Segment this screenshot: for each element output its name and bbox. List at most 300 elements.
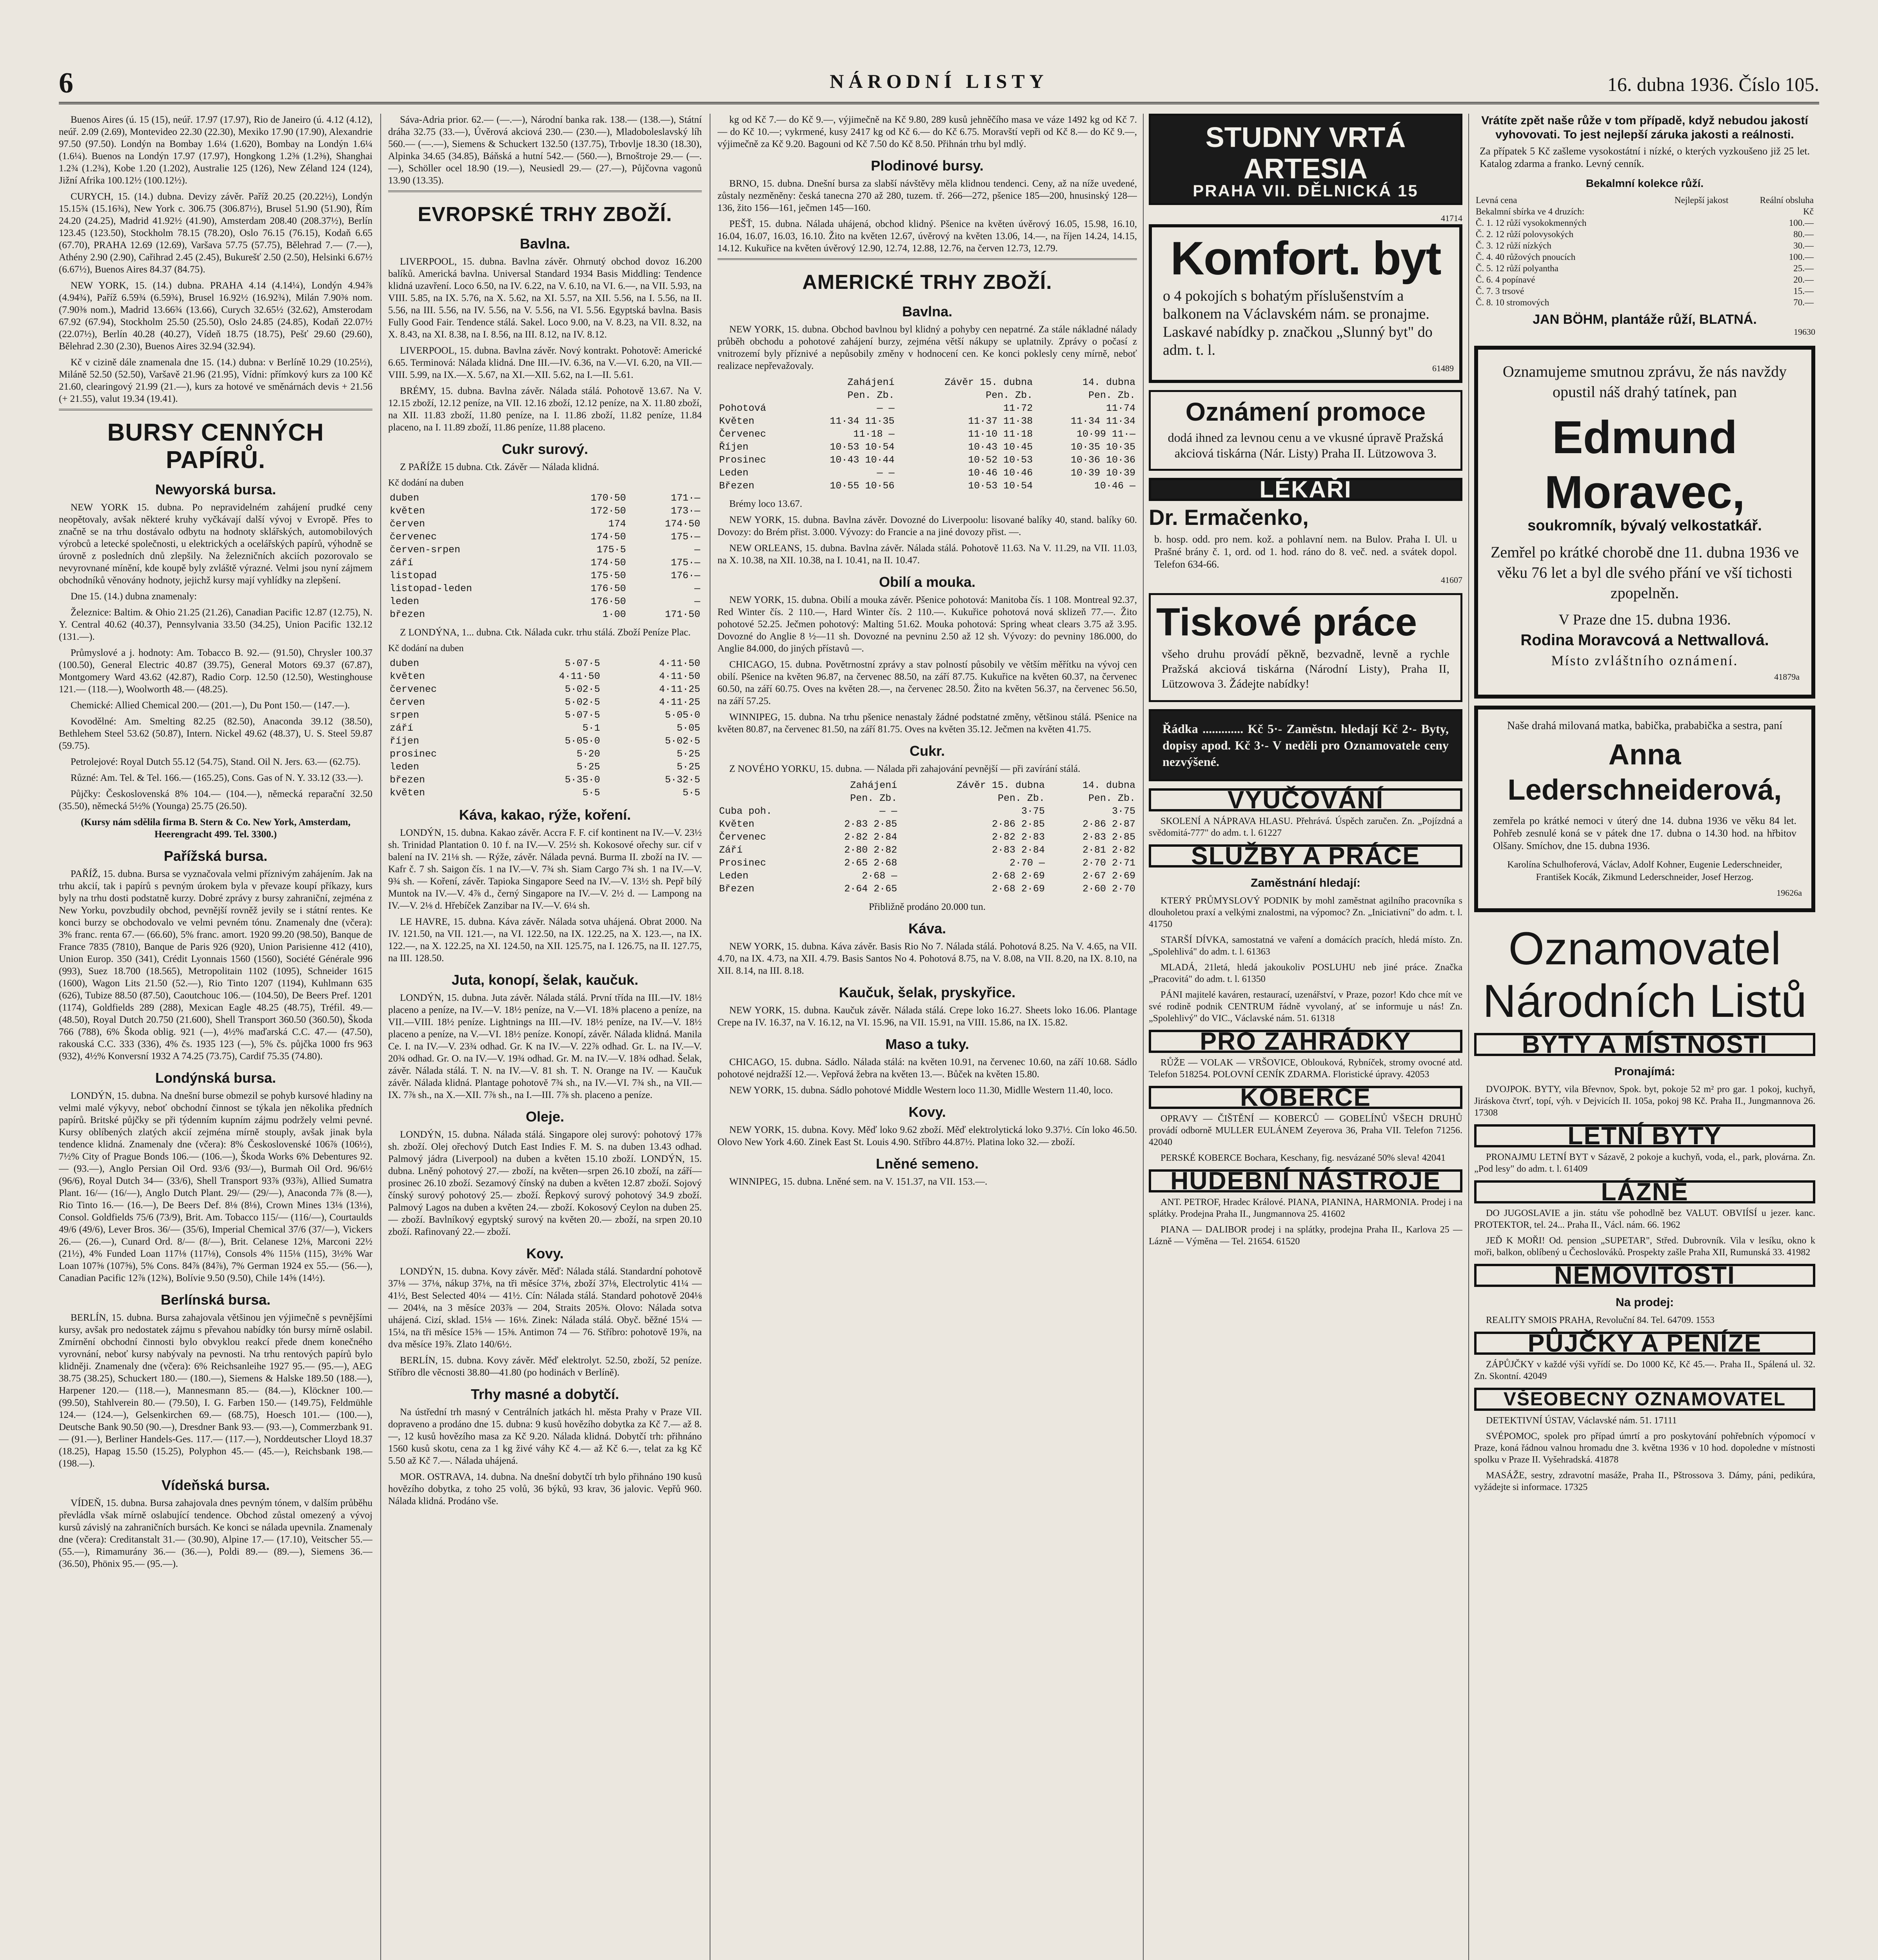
ad-doctor-name: Dr. Ermačenko, bbox=[1149, 505, 1309, 530]
table-row bbox=[388, 530, 702, 543]
table-cell: 10·53 10·54 bbox=[968, 480, 1033, 492]
sub-heading: Bavlna. bbox=[519, 236, 570, 252]
table-cell: 170·50 bbox=[590, 492, 626, 504]
obituary-moravec bbox=[1474, 346, 1815, 699]
category-nemovitosti: NEMOVITOSTI bbox=[1474, 1264, 1815, 1287]
category-pujcky: PŮJČKY A PENÍZE bbox=[1474, 1332, 1815, 1355]
table-cell: Cuba poh. bbox=[719, 806, 772, 817]
table-cell: Pen. Zb. bbox=[850, 793, 897, 804]
table-row bbox=[388, 696, 702, 709]
table-caption: Z NOVÉHO YORKU, 15. dubna. — Nálada při zahajování pevnější — při zavírání stálá. bbox=[729, 764, 1081, 774]
table-cell: 70.— bbox=[1793, 298, 1814, 307]
ad-roses bbox=[1474, 114, 1815, 338]
sub-heading: Káva. bbox=[908, 920, 946, 936]
table-cell: 2·83 2·85 bbox=[844, 818, 897, 830]
table-cell: 2·70 2·71 bbox=[1082, 857, 1135, 869]
ad-roses-footer: JAN BÖHM, plantáže růží, BLATNÁ. bbox=[1533, 312, 1757, 327]
table-row bbox=[717, 402, 1137, 415]
table-cell: 175·— bbox=[670, 531, 700, 543]
table-cell: 5·25 bbox=[676, 748, 700, 760]
ad-doctor-text: b. hosp. odd. pro nem. kož. a pohlavní nem. na Bulov. Praha I. Ul. u Prašné brány č. 1, ord. od 1. hod. ráno do 8. več. ned. a svátek dopol. Telefon 634-66. bbox=[1154, 534, 1457, 570]
category-vseobecny: VŠEOBECNÝ OZNAMOVATEL bbox=[1474, 1388, 1815, 1411]
table-cell: 172·50 bbox=[590, 505, 626, 517]
table-row bbox=[1474, 297, 1815, 308]
table-cell: květen bbox=[390, 505, 425, 517]
article-text: PAŘÍŽ, 15. dubna. Bursa se vyznačovala velmi příznivým zahájením. Jak na trhu akcií, tak i papírů s pevným úrokem byla v převaze koupí příkazy, kurs byly na trhu dosti podstatně kurzy. Dobré zprávy z bursy zahraniční, zejména z New Yorku, povzbudily obchod, pevnější rovněž jevily se i státní rentes. Ke konci burzy se obchodovalo ve velmi pevném tónu. Znamenaly dne (včera): 3% franc. renta 67.— (66.60), 5% franc. amort. 1920 99.20 (98.50), Banque de France 7835 (7810), Banque de Paris 926 (920), Union Parisienne 412 (410), Union Europ. 350 (341), Crédit Lyonnais 1560 (1560), Société Générale 996 (993), Suez 18.700 (18.565), Metropolitain 1102 (1095), Schneider 1615 (1600), Wagon Lits 21.50 (52.—), Rio Tinto 1207 (1194), Kuhlmann 635 (626), Tubize 88.50 (87.50), Caoutchouc 106.— (104.50), De Beers Pref. 1201 (1174), Goldfields 289 (288), Mexican Eagle 48.25 (48.75), Tréfil. 49.— (48.50), Royal Dutch 20.750 (21.600), Shell Transport 360.50 (360.50), Škoda 766 (788), 6% Škoda oblig. 921 (—), 4½% maďarská C.C. 47.— (47.50), rakouská C.C. 333 (336), 4% čs. 1935 123 (—), 5% čs. půjčka 1000 frs 963 (932), 4½% Konversní 1932 A 74.25 (73.75), Cardif 75.35 (74.80). bbox=[59, 869, 372, 1062]
table-row bbox=[388, 543, 702, 556]
table-cell: 10·43 10·45 bbox=[968, 441, 1033, 453]
table-cell: 2·80 2·82 bbox=[844, 844, 897, 856]
table-cell: Bekalmní sbírka ve 4 druzích: bbox=[1476, 207, 1585, 216]
table-cell: Zahájení bbox=[850, 780, 897, 791]
ad-komfort-text: o 4 pokojích s bohatým příslušenstvím a balkonem na Václavském nám. se pronajme. Laskavé nabídky p. značkou „Slunný byt" do adm. t. l. bbox=[1163, 288, 1433, 358]
table-cell: Č. 5. 12 růží polyantha bbox=[1476, 263, 1558, 273]
table-row bbox=[388, 556, 702, 569]
ad-price-list bbox=[1149, 709, 1462, 781]
category-koberce: KOBERCE bbox=[1149, 1086, 1462, 1109]
column-3 bbox=[717, 114, 1137, 1960]
table-cell: Leden bbox=[719, 870, 749, 882]
table-cell: 4·11·50 bbox=[559, 671, 600, 682]
table-cell: Květen bbox=[719, 818, 755, 830]
article-text: LONDÝN, 15. dubna. Kakao závěr. Accra F. F. cif kontinent na IV.—V. 23½ sh. Trinidad Plantation 0. 10 f. na IV.—V. 25½ sh. Kokosové ořechy sur. cif v balení na IV. 21⅛ sh. — Rýže, závěr. Nálada pevná. Burma II. zboží na IV. — Kafr č. 7 sh. Saigon čís. 1 na IV.—V. 7¾ sh. Siam Cargo 7¾ sh. 1 na IV.—V. 9¾ sh. — Koření, závěr. Tapioka Singapore Seed na IV.—V. 13½ sh. Pepř bílý Muntok na IV.—V. 4⅞ d., černý Singapore na IV.—V. 2½ d. — Lampong na IV.—V. 2⅛ d. Hřebíček Zanzibar na IV.—V. 6¼ sh. bbox=[388, 828, 702, 911]
table-cell: 10·52 10·53 bbox=[968, 454, 1033, 466]
classified-ad: ANT. PETROF, Hradec Králové. PIANA, PIANINA, HARMONIA. Prodej i na splátky. Prodejna Praha II., Jungmannova 25. 41602 bbox=[1149, 1197, 1462, 1219]
table-cell: 5·02·5 bbox=[565, 697, 600, 708]
sub-heading: Kovy. bbox=[908, 1104, 946, 1120]
article-text: NEW YORK, 15. dubna. Kaučuk závěr. Nálada stálá. Crepe loko 16.27. Sheets loko 16.06. Plantage Crepe na IV. 16.37, na V. 16.12, na VI. 15.96, na VII. 15.91, na VIII. 15.86, na IX. 15.82. bbox=[717, 1005, 1137, 1028]
table-cell: — bbox=[694, 583, 700, 594]
table-cell: červenec bbox=[390, 684, 437, 695]
article-text: NEW YORK, 15. (14.) dubna. PRAHA 4.14 (4.14¼), Londýn 4.94⅞ (4.94¾), Paříž 6.59¾ (6.59¾), Brusel 16.92½ (16.92¾), Milán 7.90⅜ nom. (7.90⅜ nom.), Madrid 13.66¾ (13.66), Curych 32.65½ (32.62), Amsterodam 67.92 (67.94), Stockholm 25.50 (25.50), Oslo 24.85 (24.85), Kodaň 22.07½ (22.07½), Berlín 40.28 (40.27), Vídeň 18.75 (18.75), Pešť 29.60 (29.60), Bělehrad 2.30 (2.30), Buenos Aires 32.94 (32.94). bbox=[59, 280, 372, 352]
classified-ad: MASÁŽE, sestry, zdravotní masáže, Praha II., Pštrossova 3. Dámy, páni, pedikúra, vyžádejte si informace. 17325 bbox=[1474, 1470, 1815, 1492]
table-cell: 5·35·0 bbox=[565, 774, 600, 786]
ad-number: 19630 bbox=[1794, 327, 1815, 337]
table-cell: 25.— bbox=[1793, 263, 1814, 273]
table-cell: říjen bbox=[390, 735, 420, 747]
table-cell: Levná cena bbox=[1476, 195, 1517, 205]
article-text: Chemické: Allied Chemical 200.— (201.—), Du Pont 150.— (147.—). bbox=[71, 700, 350, 711]
section-heading: AMERICKÉ TRHY ZBOŽÍ. bbox=[802, 271, 1052, 294]
table-cell: 2·83 2·84 bbox=[992, 844, 1045, 856]
sub-heading: Trhy masné a dobytčí. bbox=[470, 1386, 619, 1402]
article-text: Sáva-Adria prior. 62.— (—.—), Národní banka rak. 138.— (138.—), Státní dráha 32.75 (33.—), Úvěrová akciová 230.— (230.—), Mladoboleslavský líh 560.— (—.—), Siemens & Schuckert 132.50 (137.75), Trbovlje 18.30 (18.30), Alpinka 34.65 (34.85), Báňská a hutní 542.— (560.—), Brnoštroje 29.— (—.—), Schöller ocel 18.90 (19.—), Neusiedl 29.— (27.—), Půjčovna vagonů 13.90 (13.35). bbox=[388, 114, 702, 186]
article-text: BRNO, 15. dubna. Dnešní bursa za slabší návštěvy měla klidnou tendenci. Ceny, až na níže uvedené, zůstaly nezměněny: česká tanecna 270 až 280, tuzem. tř. 266—272, pšenice 185—200, hnusinský 128—136, žito 156—161, ječmen 145—160. bbox=[717, 178, 1137, 213]
sugar-ny-table bbox=[717, 779, 1137, 895]
table-row bbox=[388, 492, 702, 505]
category-zahrady: PRO ZAHRÁDKY bbox=[1149, 1030, 1462, 1053]
table-row bbox=[388, 722, 702, 735]
table-row bbox=[1474, 240, 1815, 251]
table-cell: 5·5 bbox=[582, 787, 600, 799]
column-divider bbox=[380, 114, 381, 1960]
table-cell: 173·— bbox=[670, 505, 700, 517]
table-cell: 11·18 — bbox=[853, 428, 895, 440]
table-cell: 2·60 2·70 bbox=[1082, 883, 1135, 895]
table-cell: 15.— bbox=[1793, 286, 1814, 296]
obituary-name: Edmund Moravec, bbox=[1544, 412, 1745, 518]
table-cell: březen bbox=[390, 609, 425, 620]
cotton-ny-table bbox=[717, 376, 1137, 492]
article-text: WINNIPEG, 15. dubna. Lněné sem. na V. 151.37, na VII. 153.—. bbox=[729, 1176, 988, 1187]
table-cell: — bbox=[694, 544, 700, 555]
page-header bbox=[59, 59, 1819, 104]
table-cell: 2·67 2·69 bbox=[1082, 870, 1135, 882]
masthead-title: NÁRODNÍ LISTY bbox=[830, 70, 1048, 92]
sub-heading: Plodinové bursy. bbox=[871, 158, 984, 174]
classified-ad: DVOJPOK. BYTY, vila Břevnov, Spok. byt, pokoje 52 m² pro gar. 1 pokoj, kuchyň, Jiráskova čtvrť, topí, výh. v Dejvicích II. 105a, pokoj 98 Kč. Praha II., Jungmannova 26. 17308 bbox=[1474, 1084, 1815, 1118]
ad-tiskove-text: všeho druhu provádí pěkně, bezvadně, levně a rychle Pražská akciová tiskárna (Národní Listy), Praha II, Lützowova 3. Žádejte nabídky! bbox=[1162, 648, 1449, 690]
sub-heading: Lněné semeno. bbox=[875, 1156, 979, 1172]
roses-price-table bbox=[1474, 194, 1815, 308]
table-cell: září bbox=[390, 557, 414, 568]
classified-ad: ZÁPŮJČKY v každé výši vyřídí se. Do 1000 Kč, Kč 45.—. Praha II., Spálená ul. 32. Zn. Skontní. 42049 bbox=[1474, 1359, 1815, 1381]
table-cell: 14. dubna bbox=[1082, 780, 1135, 791]
article-text: NEW ORLEANS, 15. dubna. Bavlna závěr. Nálada stálá. Pohotově 11.63. Na V. 11.29, na VII. 11.03, na X. 10.38, na XII. 10.38, na I. 10.41, na II. 10.47. bbox=[717, 543, 1137, 566]
obituary-family: Karolína Schulhoferová, Václav, Adolf Kohner, Eugenie Lederschneider, František Kocák, Zikmund Lederschneider, Josef Herzog. bbox=[1507, 860, 1782, 882]
article-text: MOR. OSTRAVA, 14. dubna. Na dnešní dobytčí trh bylo přihnáno 190 kusů hovězího dobytka, z toho 25 volů, 36 býků, 93 krav, 36 jalovic. Vepřů 960. Nálada klidná. Prodáno vše. bbox=[388, 1472, 702, 1506]
table-row bbox=[1474, 194, 1815, 206]
table-cell: 10·46 10·46 bbox=[968, 467, 1033, 479]
table-header-row bbox=[717, 792, 1137, 805]
article-text: Půjčky: Československá 8% 104.— (104.—), německá reparační 32.50 (35.50), německá 5½% (Younga) 25.75 (26.50). bbox=[59, 789, 372, 811]
table-cell: Červenec bbox=[719, 428, 766, 440]
article-text: VÍDEŇ, 15. dubna. Bursa zahajovala dnes pevným tónem, v dalším průběhu převládla však mírně oslabující tendence. Obchod zůstal omezený a vývoj kursů závislý na zahraničních bursách. Ke konci se nálada upevnila. Znamenaly dne (včera): Creditanstalt 31.— (30.90), Alpine 17.— (17.10), Veitscher 55.— (55.—), Rimamurány 36.— (36.—), Poldi 89.— (89.—), Siemens 36.— (36.50), Phönix 95.— (95.—). bbox=[59, 1498, 372, 1569]
article-text: LONDÝN, 15. dubna. Na dnešní burse obmezil se pohyb kursové hladiny na velmi malé výkyvy, neboť obchodní činnost se týkala jen několika předních papírů. Britské půjčky se při týdenním kupním zájmu podržely velmi pevné. Kursy oblíbených zlatých akcií zejména mírně stouply, avšak jinak byla tendence klidná. Znamenaly dne (včera): 8% Československé 106⅞ (106½), 7½% City of Prague Bonds 106.— (106.—), Škoda Works 6% Debentures 92.— (93.—), Anglo Persian Oil Ord. 93/6 (93/—), Burmah Oil Ord. 96/6½ (96/6), Royal Dutch 34— (33/6), Shell Transport 93⅞ (93⅞), Allied Sumatra Plant. 16/— (16/—), Anglo Dutch Plant. 29/— (29/—), Anaconda 7⅞ (8.—), Rio Tinto 16.— (16.—), De Beers Def. 8⅛ (8⅛), Crown Mines 13⅛ (13⅛), Consol. Goldfields 75/6 (73/9), Brit. Am. Tobacco 115/— (116/—), Courtaulds 49/6 (49/6), Lever Bros. 36/— (35/6), Imperial Chemical 37/6 (37/—), Vickers 26.— (26.—), Cunard Ord. 8/— (8/—), Brit. Celanese 12⅛, Marconi 22½ (21½), 4% Funded Loan 117⅛ (117⅛), Consols 4% 115⅛ (115), 3½% War Loan 107⅝ (107⅝), 5% Cons. 84⅞ (84⅞), 7% German 1924 ex 55.— (56.—), Canadian Pacific 12⅞ (12¾), Bolívie 9.50 (9.50), Chile 14⅝ (14½). bbox=[59, 1091, 372, 1283]
table-cell: 2·81 2·82 bbox=[1082, 844, 1135, 856]
table-cell: 100.— bbox=[1789, 218, 1814, 228]
table-cell bbox=[717, 779, 808, 792]
table-cell: 5·25 bbox=[576, 761, 600, 773]
table-row bbox=[717, 869, 1137, 882]
article-text: CURYCH, 15. (14.) dubna. Devizy závěr. Paříž 20.25 (20.22½), Londýn 15.15¾ (15.16¾), New York c. 306.75 (306.87½), Brusel 51.90 (51.90), Řím 24.20 (24.25), Madrid 41.92½ (41.90), Amsterdam 208.40 (208.37½), Berlín 123.45 (123.50), Stockholm 78.15 (78.20), Oslo 76.15 (76.15), Kodaň 6.65 (67.70), PRAHA 12.69 (12.69), Varšava 57.75 (57.75), Bělehrad 7.— (7.—), Athény 2.90 (2.90), Cařihrad 2.45 (2.45), Bukurešť 2.50 (2.50), Helsinki 6.67½ (6.67½), Buenos Aires 84.37 (84.75). bbox=[59, 191, 372, 275]
sub-heading: Cukr. bbox=[909, 743, 945, 759]
table-cell: leden bbox=[390, 596, 420, 607]
classified-ad: OPRAVY — ČIŠTĚNÍ — KOBERCŮ — GOBELÍNŮ VŠECH DRUHŮ provádí odborně MULLER EULÁNEM Zeyerova 36, Praha VII. Telefon 71256. 42040 bbox=[1149, 1114, 1462, 1147]
table-cell: 4·11·50 bbox=[659, 671, 700, 682]
table-cell: 5·1 bbox=[582, 722, 600, 734]
table-cell: 10·39 10·39 bbox=[1070, 467, 1135, 479]
table-cell: 2·83 2·85 bbox=[1082, 831, 1135, 843]
table-row bbox=[388, 517, 702, 530]
table-row bbox=[388, 760, 702, 773]
sub-heading: Cukr surový. bbox=[501, 441, 588, 457]
table-row bbox=[388, 748, 702, 760]
table-cell bbox=[1645, 285, 1730, 297]
article-text: WINNIPEG, 15. dubna. Na trhu pšenice nenastaly žádné podstatné změny, většinou stálá. Pšenice na květen 80.87, na červenec 81.50, na září 81.75. Oves na květen 35.12. Ječmen na květen 41.75. bbox=[717, 712, 1137, 735]
table-row bbox=[717, 818, 1137, 831]
table-row bbox=[1474, 251, 1815, 263]
category-lekari: LÉKAŘI bbox=[1149, 478, 1462, 501]
classified-ad: PÁNI majitelé kaváren, restaurací, uzenářství, v Praze, pozor! Kdo chce mít ve své rodině podnik CENTRUM řádně vyvolaný, ať se informuje u nás! Zn. „Spolehlivý" do VIC., Václavské nám. 51. 61318 bbox=[1149, 990, 1462, 1024]
article-text: NEW YORK 15. dubna. Po nepravidelném zahájení prudké ceny neopětovaly, avšak některé kruhy vyčkávají další vývoj v Evropě. Přes to značně se na trhu dostávalo odbytu na hodnoty sklářských, automobilových výrobců a letecké společnosti, u elektrických a ocelářských papírů, výhodně se úrovně z posledních dnů zlepšily. Na železničních akciích pozorovalo se nevyrovnané mínění, kde koupě byly zvláště výrazné. Velmi jsou nyní zájmem obchodníků věnovány hodnoty, jejichž kursy mají vyhlídky na zlepšení. bbox=[59, 502, 372, 586]
column-divider bbox=[1468, 114, 1469, 1960]
table-cell: 4·11·25 bbox=[659, 697, 700, 708]
table-cell: 30.— bbox=[1793, 241, 1814, 250]
table-cell: Březen bbox=[719, 480, 755, 492]
sub-heading: Zaměstnání hledají: bbox=[1250, 877, 1361, 889]
source-note: (Kursy nám sdělila firma B. Stern & Co. New York, Amsterdam, Heerengracht 499. Tel. 3300.) bbox=[81, 817, 351, 840]
table-cell: Prosinec bbox=[719, 857, 766, 869]
sub-heading: Kaučuk, šelak, pryskyřice. bbox=[839, 984, 1016, 1000]
table-cell: 2·82 2·84 bbox=[844, 831, 897, 843]
table-cell: 5·02·5 bbox=[665, 735, 700, 747]
sugar-london-table bbox=[388, 657, 702, 799]
category-letni-byty: LETNÍ BYTY bbox=[1474, 1124, 1815, 1147]
ad-doctor bbox=[1149, 505, 1462, 586]
article-text: NEW YORK, 15. dubna. Káva závěr. Basis Rio No 7. Nálada stálá. Pohotová 8.25. Na V. 4.65, na VII. 4.70, na IX. 4.73, na XII. 4.79. Basis Santos No 4. Pohotová 8.75, na V. 8.08, na VII. 8.20, na IX. 8.10, na XII. 8.14, na III. 8.18. bbox=[717, 941, 1137, 976]
table-cell: 5·07·5 bbox=[565, 658, 600, 669]
table-caption: Z PAŘÍŽE 15 dubna. Ctk. Závěr — Nálada klidná. bbox=[400, 462, 599, 472]
table-cell: 5·05·0 bbox=[565, 735, 600, 747]
article-text: LONDÝN, 15. dubna. Nálada stálá. Singapore olej surový: pohotový 17⅞ sh. zboží. Olej ořechový Dutch East Indies F. M. S. na duben 13.43 odhad. Palmový jádra (Liverpool) na duben a květen 15.10 zboží. LONDÝN, 15. dubna. Lněný pohotový 27.— zboží, na květen—srpen 26.10 zboží, na září—prosinec 26.10 zboží. Sezamový čínský na duben a květen 12.87 zboží. Sojový čínský surový pohotový 25.— zboží. Řepkový surový pohotový 34.9 zboží. Palmový Lagos na duben a květen 24.— zboží. Kokosový Ceylon na duben 25.— zboží. Bavlníkový egyptský surový na květen 20.— zboží, na srpen 20.10 zboží. Rafinovaný 22.— zboží. bbox=[388, 1129, 702, 1237]
sub-heading: Maso a tuky. bbox=[885, 1036, 969, 1052]
category-lazne: LÁZNĚ bbox=[1474, 1180, 1815, 1203]
table-cell: 10·99 11·— bbox=[1076, 428, 1135, 440]
table-row bbox=[388, 595, 702, 608]
table-row bbox=[388, 735, 702, 748]
sub-heading: Berlínská bursa. bbox=[160, 1292, 271, 1308]
table-cell: prosinec bbox=[390, 748, 437, 760]
table-cell: Zahájení bbox=[847, 377, 895, 388]
article-text: NEW YORK, 15. dubna. Bavlna závěr. Dovozné do Liverpoolu: lisované balíky 40, stand. balíky 60. Dovozy: do Brém přist. 3.000. Vývozy: do Francie a na jiné dovozy přist. —. bbox=[717, 515, 1137, 537]
article-text: CHICAGO, 15. dubna. Sádlo. Nálada stálá: na květen 10.91, na červenec 10.60, na září 10.68. Sádlo pohotové nejdražší 12.—. Vepřová žebra na květen 13.—. Bůček na květen 15.80. bbox=[717, 1057, 1137, 1080]
column-divider bbox=[1143, 114, 1144, 1960]
table-cell: 2·64 2·65 bbox=[844, 883, 897, 895]
table-cell: Reální obsluha bbox=[1760, 195, 1814, 205]
table-row bbox=[717, 479, 1137, 492]
classified-ad: PIANA — DALIBOR prodej i na splátky, prodejna Praha II., Karlova 25 — Lázně — Výměna — Tel. 21654. 61520 bbox=[1149, 1225, 1462, 1247]
table-cell bbox=[1645, 274, 1730, 285]
table-cell: 10·36 10·36 bbox=[1070, 454, 1135, 466]
table-cell: 2·68 2·69 bbox=[992, 883, 1045, 895]
table-cell: Č. 7. 3 trsové bbox=[1476, 286, 1524, 296]
table-row bbox=[388, 505, 702, 517]
article-text: Kovodělné: Am. Smelting 82.25 (82.50), Anaconda 39.12 (38.50), Bethlehem Steel 53.62 (50.87), Intern. Nickel 49.62 (48.37), U. S. Steel 59.87 (59.75). bbox=[59, 716, 372, 751]
table-cell: Pen. Zb. bbox=[847, 390, 895, 401]
classified-ad: DO JUGOSLAVIE a jin. státu vše pohodlně bez VALUT. OBVIÍSÍ u jezer. kanc. PROTEKTOR, tel. 24... Praha II., Václ. nám. 66. 1962 bbox=[1474, 1208, 1815, 1230]
table-cell bbox=[1645, 217, 1730, 229]
page-number: 6 bbox=[59, 67, 73, 99]
article-text: Brémy loco 13.67. bbox=[729, 499, 803, 509]
table-cell bbox=[717, 389, 794, 402]
article-text: kg od Kč 7.— do Kč 9.—, výjimečně na Kč 9.80, 289 kusů jehněčího masa ve váze 1492 kg od Kč 7.— do Kč 10.—; vykrmené, kusy 2417 kg od Kč 6.— do Kč 6.75. Moravští vepři od Kč 8.— do Kč 9.—, výjimečně za Kč 9.20. Bagouni od Kč 7.50 do Kč 8.50. Přihnán trhu byl mdlý. bbox=[717, 114, 1137, 149]
table-cell: Prosinec bbox=[719, 454, 766, 466]
article-text: NEW YORK, 15. dubna. Kovy. Měď loko 9.62 zboží. Měď elektrolytická loko 9.37½. Cín loko 46.50. Olovo New York 4.60. Zinek East St. Louis 4.90. Stříbro 44.87½. Platina loko 32.— zboží. bbox=[717, 1125, 1137, 1147]
banner-line-1: Oznamovatel bbox=[1508, 923, 1781, 975]
table-cell: 11·37 11·38 bbox=[968, 416, 1033, 427]
table-cell: 176·— bbox=[670, 570, 700, 581]
table-row bbox=[717, 882, 1137, 895]
ad-komfort bbox=[1149, 224, 1462, 383]
table-cell: Č. 6. 4 popínavé bbox=[1476, 275, 1535, 285]
table-cell: Č. 8. 10 stromových bbox=[1476, 298, 1549, 307]
article-text: LE HAVRE, 15. dubna. Káva závěr. Nálada sotva uhájená. Obrat 2000. Na IV. 121.50, na VII. 121.—, na VI. 122.50, na IX. 122.25, na X. 123.—, na IX. 122.—, na X. 122.25, na XI. 124.50, na XII. 125.75, na I. 126.75, na II. 127.75, na III. 128.50. bbox=[388, 916, 702, 964]
table-cell: Pen. Zb. bbox=[997, 793, 1045, 804]
table-cell: 175·— bbox=[670, 557, 700, 568]
article-text: NEW YORK, 15. dubna. Obilí a mouka závěr. Pšenice pohotová: Manitoba čís. 1 108. Montreal 92.37, Red Winter čís. 2 110.—, Hard Winter čís. 2 110.—. Kukuřice pohotová nová sklizeň 77.—. Žito pohotové 52.25. Ječmen pohotový: Malting 51.62. Mouka pohotová: Spring wheat clears 3.75 až 3.95. Dovozné do Anglie 8 ½—11 sh. Dovozné na pevninu 2.50 až 12 sh. Vývozy: do pevniny 186.000, do Anglie 84.000, do jiných přístavů —. bbox=[717, 595, 1137, 654]
table-row bbox=[717, 844, 1137, 857]
table-cell: Říjen bbox=[719, 441, 749, 453]
table-cell: 10·53 10·54 bbox=[830, 441, 895, 453]
ad-oznameni-title: Oznámení promoce bbox=[1185, 397, 1426, 426]
table-cell: 10·35 10·35 bbox=[1070, 441, 1135, 453]
table-cell: duben bbox=[390, 658, 420, 669]
table-cell: červenec bbox=[390, 531, 437, 543]
table-cell: 2·86 2·85 bbox=[992, 818, 1045, 830]
table-row bbox=[1474, 285, 1815, 297]
classified-ad: DETEKTIVNÍ ÚSTAV, Václavské nám. 51. 17111 bbox=[1486, 1416, 1677, 1426]
ad-number: 41879a bbox=[1774, 672, 1800, 682]
category-hudebni: HUDEBNÍ NÁSTROJE bbox=[1149, 1169, 1462, 1192]
table-cell: březen bbox=[390, 774, 425, 786]
table-cell: listopad bbox=[390, 570, 437, 581]
table-cell: Č. 1. 12 růží vysokokmenných bbox=[1476, 218, 1587, 228]
table-cell: 4·11·25 bbox=[659, 684, 700, 695]
table-cell: 11·34 11·34 bbox=[1070, 416, 1135, 427]
article-text: PEŠŤ, 15. dubna. Nálada uhájená, obchod klidný. Pšenice na květen úvěrový 16.05, 15.98, 16.10, 16.04, 16.07, 16.03, 16.10. Žito na květen 12.67, úvěrový na květen 13.06, 14.—, na říjen 14.24, 14.15, 14.12. Kukuřice na květen úvěrový 12.90, 12.74, 12.88, 12.76, na červen 12.73, 12.79. bbox=[717, 219, 1137, 254]
table-cell: Květen bbox=[719, 416, 755, 427]
table-cell: 174 bbox=[608, 518, 626, 530]
ad-oznameni-promoce bbox=[1149, 390, 1462, 471]
table-row bbox=[388, 569, 702, 582]
section-heading: EVROPSKÉ TRHY ZBOŽÍ. bbox=[418, 203, 672, 226]
article-text: Železnice: Baltim. & Ohio 21.25 (21.26), Canadian Pacific 12.87 (12.75), N. Y. Central 40.62 (40.37), Pennsylvania 33.50 (34.25), Union Pacific 132.12 (131.—). bbox=[59, 607, 372, 642]
table-row bbox=[717, 454, 1137, 466]
obituary-intro: Oznamujeme smutnou zprávu, že nás navždy opustil náš drahý tatínek, pan bbox=[1502, 363, 1787, 401]
article-text: LIVERPOOL, 15. dubna. Bavlna závěr. Ohrnutý obchod dovoz 16.200 balíků. Americká bavlna. Universal Standard 1934 Basis Middling: Tendence klidná uzavření. Loco 6.50, na IV. 6.22, na V. 6.10, na VI. 6.—, na VII. 5.93, na VIII. 5.85, na IX. 5.76, na X. 5.62, na XI. 5.57, na XII. 5.56, na I. 5.56, na II. 5.56, na III. 5.56, na IV. 5.56, na V. 5.56, na VI. 5.56. Egyptská bavlna. Basis Fully Good Fair. Tendence stálá. Sakel. Loco 9.00, na V. 8.23, na VII. 8.32, na X. 8.43, na XI. 8.38, na I. 8.56, na III. 8.12, na IV. 8.12. bbox=[388, 256, 702, 340]
article-text: BERLÍN, 15. dubna. Bursa zahajovala většinou jen výjimečně s pevnějšími kursy, avšak pro nedostatek zájmu s převahou nabídky tón bursy mírně oslabil. Zmírnění obchodní činnosti bylo obvyklou reakcí přede dnem konečného vyrovnání, neboť kursy nabývaly na pevnosti. Na trhu rentových papírů bylo klidněji. Znamenaly dne (včera): 6% Reichsanleihe 1927 95.— (95.—), AEG 38.75 (38.25), Schuckert 180.— (180.—), Siemens & Halske 189.50 (188.—), Harpener 120.— (118.—), Mannesmann 85.— (84.—), Klöckner 100.— (99.50), Stahlverein 80.— (79.50), I. G. Farben 150.— (149.75), Feldmühle 124.— (124.—), Gelsenkirchen 69.— (68.75), Hoesch 101.— (100.—), Deutsche Bank 90.50 (90.—), Dresdner Bank 93.— (93.—), Commerzbank 91.— (91.—), Berliner Handels-Ges. 117.— (117.—), Norddeutscher Lloyd 18.37 (18.25), Hapag 15.50 (15.25), Polyphon 45.— (45.—), Reichsbank 198.— (198.—). bbox=[59, 1312, 372, 1469]
table-cell: 174·50 bbox=[665, 518, 700, 530]
table-cell: červen bbox=[390, 518, 425, 530]
ad-roses-text: Za přípatek 5 Kč zašleme vysokostátní i nízké, o kterých vyzkoušeno již 25 let. Katalog zdarma a franko. Levný cenník. bbox=[1480, 145, 1810, 169]
obituary-place: V Praze dne 15. dubna 1936. bbox=[1558, 612, 1731, 628]
ad-komfort-title: Komfort. byt bbox=[1170, 232, 1441, 285]
table-row bbox=[717, 441, 1137, 454]
table-cell: 10·46 — bbox=[1094, 480, 1135, 492]
sub-heading: Newyorská bursa. bbox=[155, 481, 276, 497]
table-cell bbox=[1645, 206, 1730, 217]
sub-heading: Juta, konopí, šelak, kaučuk. bbox=[451, 972, 639, 988]
table-row bbox=[717, 466, 1137, 479]
table-row bbox=[388, 657, 702, 670]
table-subcaption: Kč dodání na duben bbox=[388, 478, 464, 488]
table-row bbox=[388, 608, 702, 621]
ad-oznameni-text: dodá ihned za levnou cenu a ve vkusné úpravě Pražská akciová tiskárna (Nár. Listy) Praha II. Lützowova 3. bbox=[1168, 430, 1444, 460]
table-caption: Z LONDÝNA, 1... dubna. Ctk. Nálada cukr. trhu stálá. Zboží Peníze Plac. bbox=[400, 627, 691, 638]
classified-ad: REALITY SMOIS PRAHA, Revoluční 84. Tel. 64709. 1553 bbox=[1486, 1315, 1715, 1325]
divider bbox=[59, 409, 372, 410]
table-row bbox=[717, 428, 1137, 441]
table-row bbox=[717, 415, 1137, 428]
table-cell: — — bbox=[877, 403, 895, 414]
table-cell: — bbox=[694, 596, 700, 607]
table-row bbox=[388, 786, 702, 799]
table-cell: 171·50 bbox=[665, 609, 700, 620]
classified-ad: MLADÁ, 21letá, hledá jakoukoliv POSLUHU neb jiné práce. Značka „Pracovitá" do adm. t. l. 61350 bbox=[1149, 962, 1462, 984]
table-cell: 10·55 10·56 bbox=[830, 480, 895, 492]
table-row bbox=[388, 773, 702, 786]
sub-heading: Obilí a mouka. bbox=[879, 574, 976, 590]
article-text: BERLÍN, 15. dubna. Kovy závěr. Měď elektrolyt. 52.50, zboží, 52 peníze. Stříbro dle věcnosti 38.80—41.80 (po hodinách v Berlíně). bbox=[388, 1355, 702, 1378]
obituary-lederschneider bbox=[1474, 706, 1815, 912]
table-cell: 176·50 bbox=[590, 596, 626, 607]
classified-ad: STARŠÍ DÍVKA, samostatná ve vaření a domácích pracích, hledá místo. Zn. „Spolehlivá" do adm. t. l. 61363 bbox=[1149, 935, 1462, 957]
classified-ad: PERSKÉ KOBERCE Bochara, Keschany, fig. nesvázané 50% sleva! 42041 bbox=[1161, 1153, 1446, 1163]
table-row bbox=[388, 582, 702, 595]
oznamovatel-banner bbox=[1474, 922, 1815, 1027]
table-row bbox=[388, 683, 702, 696]
issue-date: 16. dubna 1936. Číslo 105. bbox=[1607, 73, 1819, 95]
table-cell: 171·— bbox=[670, 492, 700, 504]
ad-roses-heading: Bekalmní kolekce růží. bbox=[1586, 177, 1704, 189]
obituary-title: soukromník, bývalý velkostatkář. bbox=[1527, 517, 1762, 534]
column-5 bbox=[1474, 114, 1815, 1960]
classified-ad: SVÉPOMOC, spolek pro případ úmrtí a pro poskytování pohřebních výpomocí v Praze, koná řádnou valnou hromadu dne 3. května 1936 v 10 hod. dopoledne v místnosti spolku v Praze II. Vyšehradská. 41878 bbox=[1474, 1431, 1815, 1465]
table-cell: 11·72 bbox=[1003, 403, 1033, 414]
table-subcaption: Kč dodání na duben bbox=[388, 643, 464, 653]
table-cell: Nejlepší jakost bbox=[1675, 195, 1729, 205]
obituary-text: zemřela po krátké nemoci v úterý dne 14. dubna 1936 ve věku 84 let. Pohřeb zesnulé koná se v pátek dne 17. dubna o 14.30 hod. na hřbitov Olšany. Smíchov, dne 15. dubna 1936. bbox=[1493, 815, 1796, 851]
table-cell: 5·07·5 bbox=[565, 710, 600, 721]
article-text: NEW YORK, 15. dubna. Sádlo pohotové Middle Western loco 11.30, Midlle Western 11.40, loco. bbox=[729, 1085, 1113, 1096]
table-cell: květen bbox=[390, 787, 425, 799]
ad-number: 19626a bbox=[1776, 888, 1802, 898]
section-heading: BURSY CENNÝCH PAPÍRŮ. bbox=[107, 419, 324, 474]
table-cell: 5·20 bbox=[576, 748, 600, 760]
table-cell: 5·32·5 bbox=[665, 774, 700, 786]
table-cell: 2·68 — bbox=[862, 870, 897, 882]
obituary-family: Rodina Moravcová a Nettwallová. bbox=[1520, 632, 1769, 649]
sugar-paris-table bbox=[388, 492, 702, 621]
category-sluzby: SLUŽBY A PRÁCE bbox=[1149, 844, 1462, 867]
table-header-row bbox=[717, 779, 1137, 792]
table-cell: 10·43 10·44 bbox=[830, 454, 895, 466]
table-cell: — — bbox=[877, 467, 895, 479]
table-cell: 14. dubna bbox=[1082, 377, 1135, 388]
table-cell: 11·74 bbox=[1106, 403, 1135, 414]
ad-number: 61489 bbox=[1432, 363, 1454, 373]
sub-heading: Pronajímá: bbox=[1614, 1065, 1675, 1078]
table-row bbox=[1474, 206, 1815, 217]
column-1 bbox=[59, 114, 372, 1960]
article-text: Průmyslové a j. hodnoty: Am. Tobacco B. 92.— (91.50), Chrysler 100.37 (100.50), General Electric 40.87 (39.75), General Motors 69.37 (67.87), Montgomery Ward 43.62 (42.87), Radio Corp. 12.50 (12.50), Westinghouse 121.— (118.—), Woolworth 48.— (48.25). bbox=[59, 648, 372, 695]
table-cell: 5·25 bbox=[676, 761, 700, 773]
table-row bbox=[1474, 217, 1815, 229]
category-vyucovani: VYUČOVÁNÍ bbox=[1149, 788, 1462, 811]
article-text: LONDÝN, 15. dubna. Kovy závěr. Měď: Nálada stálá. Standardní pohotově 37⅛ — 37⅛, nákup 37⅛, na tři měsíce 37⅛, zboží 37⅛, Electrolytic 41¼ — 41½, Best Selected 40¼ — 41½. Cín: Nálada stálá. Standard pohotově 204⅛ — 204⅛, na 3 měsíce 203⅞ — 204, Straits 205⅜. Olovo: Nálada sotva uhájená. Cizí, sklad. 15⅛ — 16⅛. Zinek: Nálada stálá. Obyč. běžné 15¼ — 15¼, na tři měsíce 15⅜ — 15⅜. Antimon 74 — 76. Stříbro: pohotově 19⅞, na dva měsíce 19⅞. Zlato 140/6½. bbox=[388, 1266, 702, 1350]
table-cell: Č. 4. 40 růžových pnoucích bbox=[1476, 252, 1576, 262]
table-cell: — — bbox=[879, 806, 897, 817]
table-cell: 1·00 bbox=[602, 609, 626, 620]
table-cell: 2·86 2·87 bbox=[1082, 818, 1135, 830]
article-text: BRÉMY, 15. dubna. Bavlna závěr. Nálada stálá. Pohotově 13.67. Na V. 12.15 zboží, 12.12 peníze, na VII. 12.16 zboží, 12.12 peníze, na X. 11.80 zboží, na XII. 11.83 zboží, 11.80 peníze, na I. 11.86 zboží, 11.82 peníze, 11.84 placeno, na I. 11.89 zboží, 11.86 peníze, 11.88 placeno. bbox=[388, 386, 702, 433]
table-cell: 2·82 2·83 bbox=[992, 831, 1045, 843]
table-row bbox=[1474, 274, 1815, 285]
table-cell: 3·75 bbox=[1112, 806, 1135, 817]
table-cell: Leden bbox=[719, 467, 749, 479]
table-cell: Č. 3. 12 růží nízkých bbox=[1476, 241, 1551, 250]
table-cell: Pen. Zb. bbox=[986, 390, 1033, 401]
table-cell: 20.— bbox=[1793, 275, 1814, 285]
table-cell: Č. 2. 12 růží polovysokých bbox=[1476, 229, 1574, 239]
ad-roses-title: Vrátíte zpět naše růže v tom případě, když nebudou jakostí vyhovovati. To jest nejlepší záruka jakosti a reálnosti. bbox=[1481, 114, 1808, 141]
table-cell: duben bbox=[390, 492, 420, 504]
table-cell: 2·65 2·68 bbox=[844, 857, 897, 869]
table-cell: 5·02·5 bbox=[565, 684, 600, 695]
table-cell: 11·10 11·18 bbox=[968, 428, 1033, 440]
table-cell bbox=[1645, 297, 1730, 308]
